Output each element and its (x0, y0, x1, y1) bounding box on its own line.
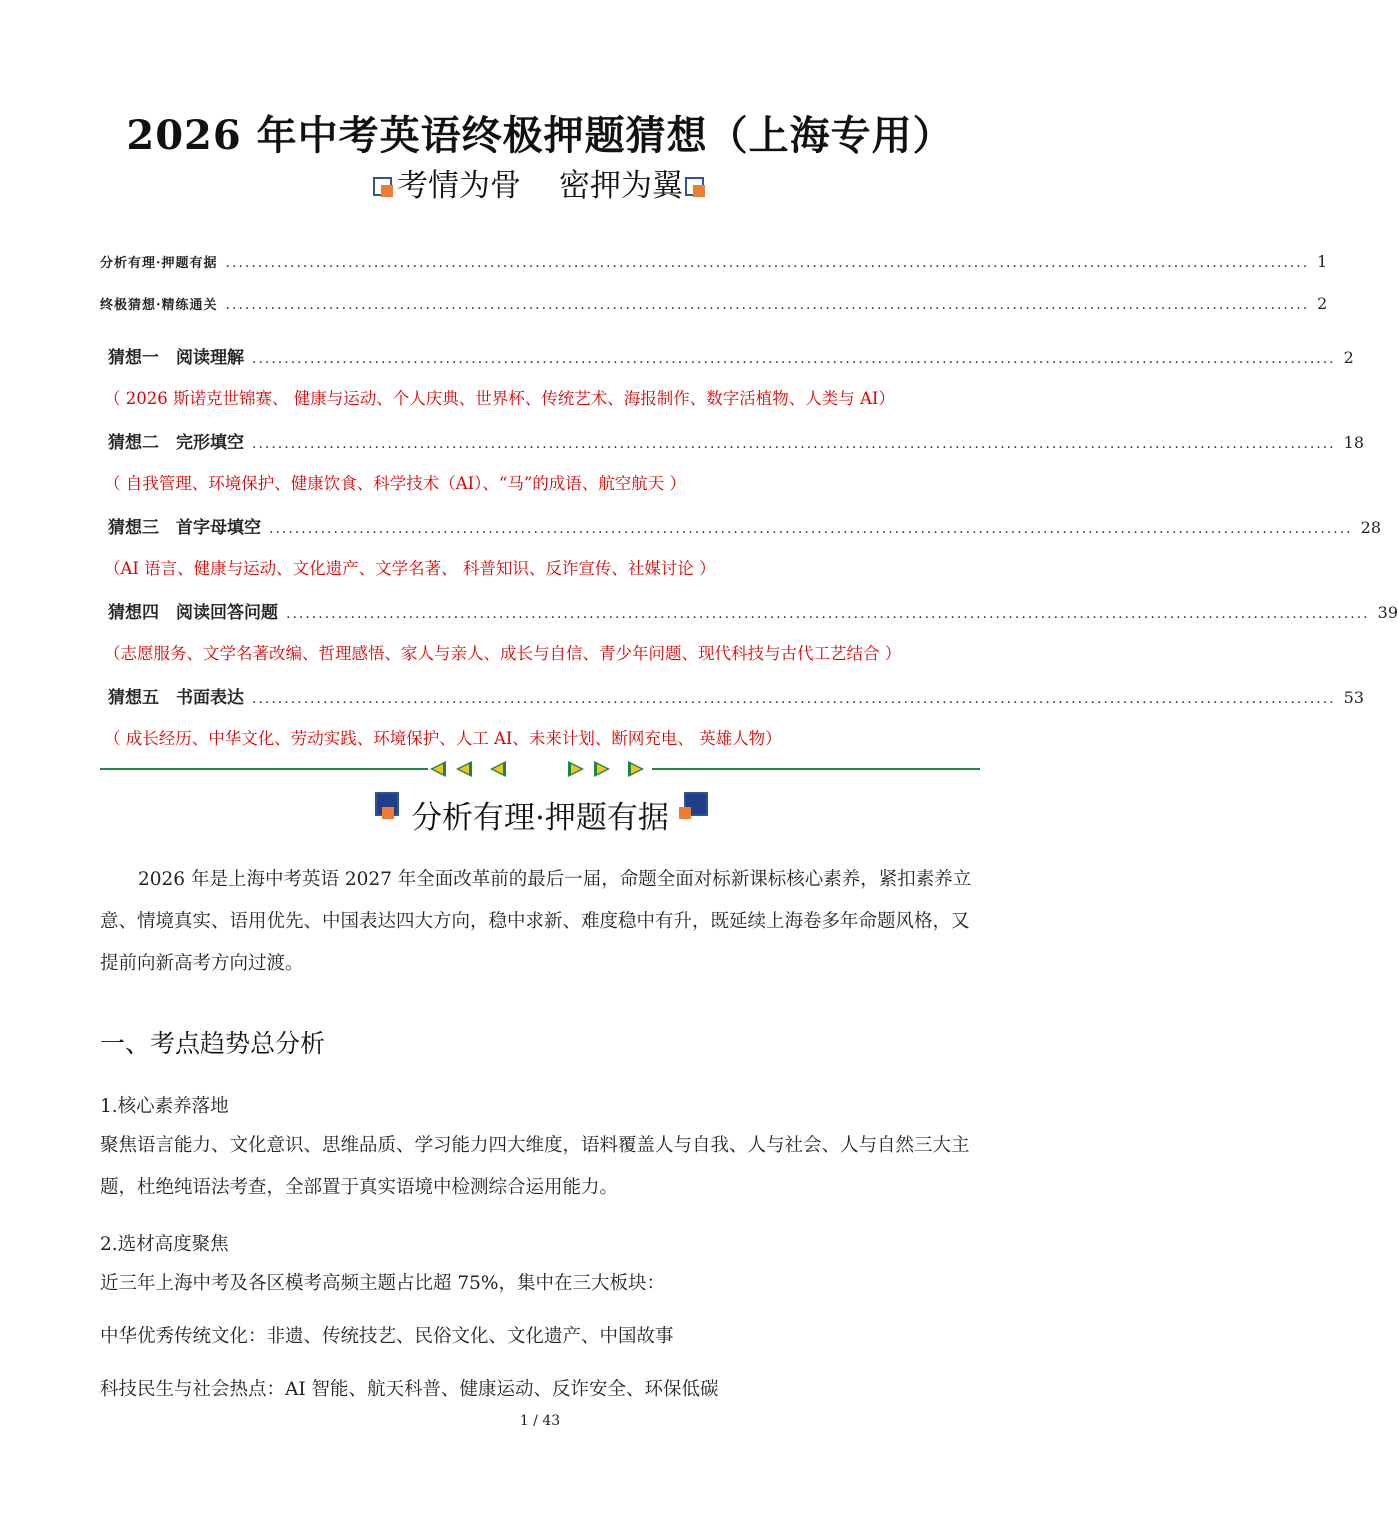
toc-page: 39 (1377, 603, 1398, 622)
toc-entry-guess-4[interactable] (100, 598, 1398, 623)
toc-entry-guess-2[interactable] (100, 428, 1364, 453)
document-subtitle (0, 160, 1080, 205)
toc-leader: ........................................................................................................................................................................ (225, 297, 1310, 313)
toc-entry-guess-5[interactable] (100, 683, 1364, 708)
section-divider (100, 760, 980, 778)
toc-label: 猜想一 阅读理解 (108, 348, 244, 368)
toc-page: 28 (1360, 518, 1381, 537)
toc-entry-analysis[interactable] (100, 252, 1328, 271)
toc-leader: ........................................................................................................................................................................ (286, 606, 1370, 622)
point-text: 聚焦语言能力、文化意识、思维品质、学习能力四大维度，语料覆盖人与自我、人与社会、人与自然三大主题，杜绝纯语法考查，全部置于真实语境中检测综合运用能力。 (100, 1135, 970, 1198)
toc-leader: ........................................................................................................................................................................ (252, 436, 1336, 452)
bullet-line: 科技民生与社会热点：AI 智能、航天科普、健康运动、反诈安全、环保低碳 (100, 1379, 719, 1400)
toc-page: 18 (1343, 433, 1364, 452)
point-title: 2.选材高度聚焦 (100, 1234, 229, 1255)
toc-entry-guess-3[interactable] (100, 513, 1381, 538)
square-ornament-icon (685, 177, 707, 199)
point-title: 1.核心素养落地 (100, 1096, 229, 1117)
toc-topics: （ 成长经历、中华文化、劳动实践、环境保护、人工 AI、未来计划、断网充电、 英雄人物） (104, 729, 782, 748)
toc-entry-guess-1[interactable] (100, 343, 1354, 368)
bullet-line: 中华优秀传统文化：非遗、传统技艺、民俗文化、文化遗产、中国故事 (100, 1326, 674, 1347)
toc-entry-practice[interactable] (100, 294, 1328, 313)
subtitle-right: 密押为翼 (559, 168, 683, 204)
toc-leader: ........................................................................................................................................................................ (225, 255, 1310, 271)
section-heading (0, 792, 1080, 837)
toc-leader: ........................................................................................................................................................................ (252, 691, 1336, 707)
square-ornament-icon (375, 792, 401, 822)
toc-label: 分析有理·押题有据 (100, 256, 218, 271)
intro-text: 2026 年是上海中考英语 2027 年全面改革前的最后一届，命题全面对标新课标核心素养，紧扣素养立意、情境真实、语用优先、中国表达四大方向，稳中求新、难度稳中有升，既延续上海卷多年命题风格，又提前向新高考方向过渡。 (100, 869, 972, 974)
toc-topics: （ 2026 斯诺克世锦赛、 健康与运动、个人庆典、世界杯、传统艺术、海报制作、数字活植物、人类与 AI） (104, 389, 895, 408)
toc-page: 2 (1343, 348, 1354, 367)
toc-topics: （AI 语言、健康与运动、文化遗产、文学名著、 科普知识、反诈宣传、社媒讨论 ） (104, 559, 716, 578)
page-number: 1 / 43 (519, 1413, 561, 1429)
point-text: 近三年上海中考及各区模考高频主题占比超 75%，集中在三大板块： (100, 1273, 666, 1294)
toc-page: 2 (1317, 294, 1328, 313)
toc-label: 猜想二 完形填空 (108, 433, 244, 453)
toc-topics: （ 自我管理、环境保护、健康饮食、科学技术（AI）、“马”的成语、航空航天 ） (104, 474, 687, 493)
toc-leader: ........................................................................................................................................................................ (269, 521, 1353, 537)
toc-label: 猜想五 书面表达 (108, 688, 244, 708)
intro-paragraph (100, 859, 982, 985)
toc-leader: ........................................................................................................................................................................ (252, 351, 1336, 367)
document-title: 2026 年中考英语终极押题猜想（上海专用） (126, 112, 954, 159)
toc-page: 53 (1343, 688, 1364, 707)
toc-label: 猜想三 首字母填空 (108, 518, 261, 538)
square-ornament-icon (373, 177, 395, 199)
toc-topics: （志愿服务、文学名著改编、哲理感悟、家人与亲人、成长与自信、青少年问题、现代科技与古代工艺结合 ） (104, 644, 902, 663)
toc-label: 猜想四 阅读回答问题 (108, 603, 278, 623)
toc-label: 终极猜想·精练通关 (100, 298, 218, 313)
section-heading-text: 分析有理·押题有据 (411, 800, 669, 836)
subsection-heading: 一、考点趋势总分析 (100, 1029, 326, 1058)
square-ornament-icon (679, 792, 705, 822)
toc-page: 1 (1317, 252, 1328, 271)
subtitle-left: 考情为骨 (397, 168, 521, 204)
